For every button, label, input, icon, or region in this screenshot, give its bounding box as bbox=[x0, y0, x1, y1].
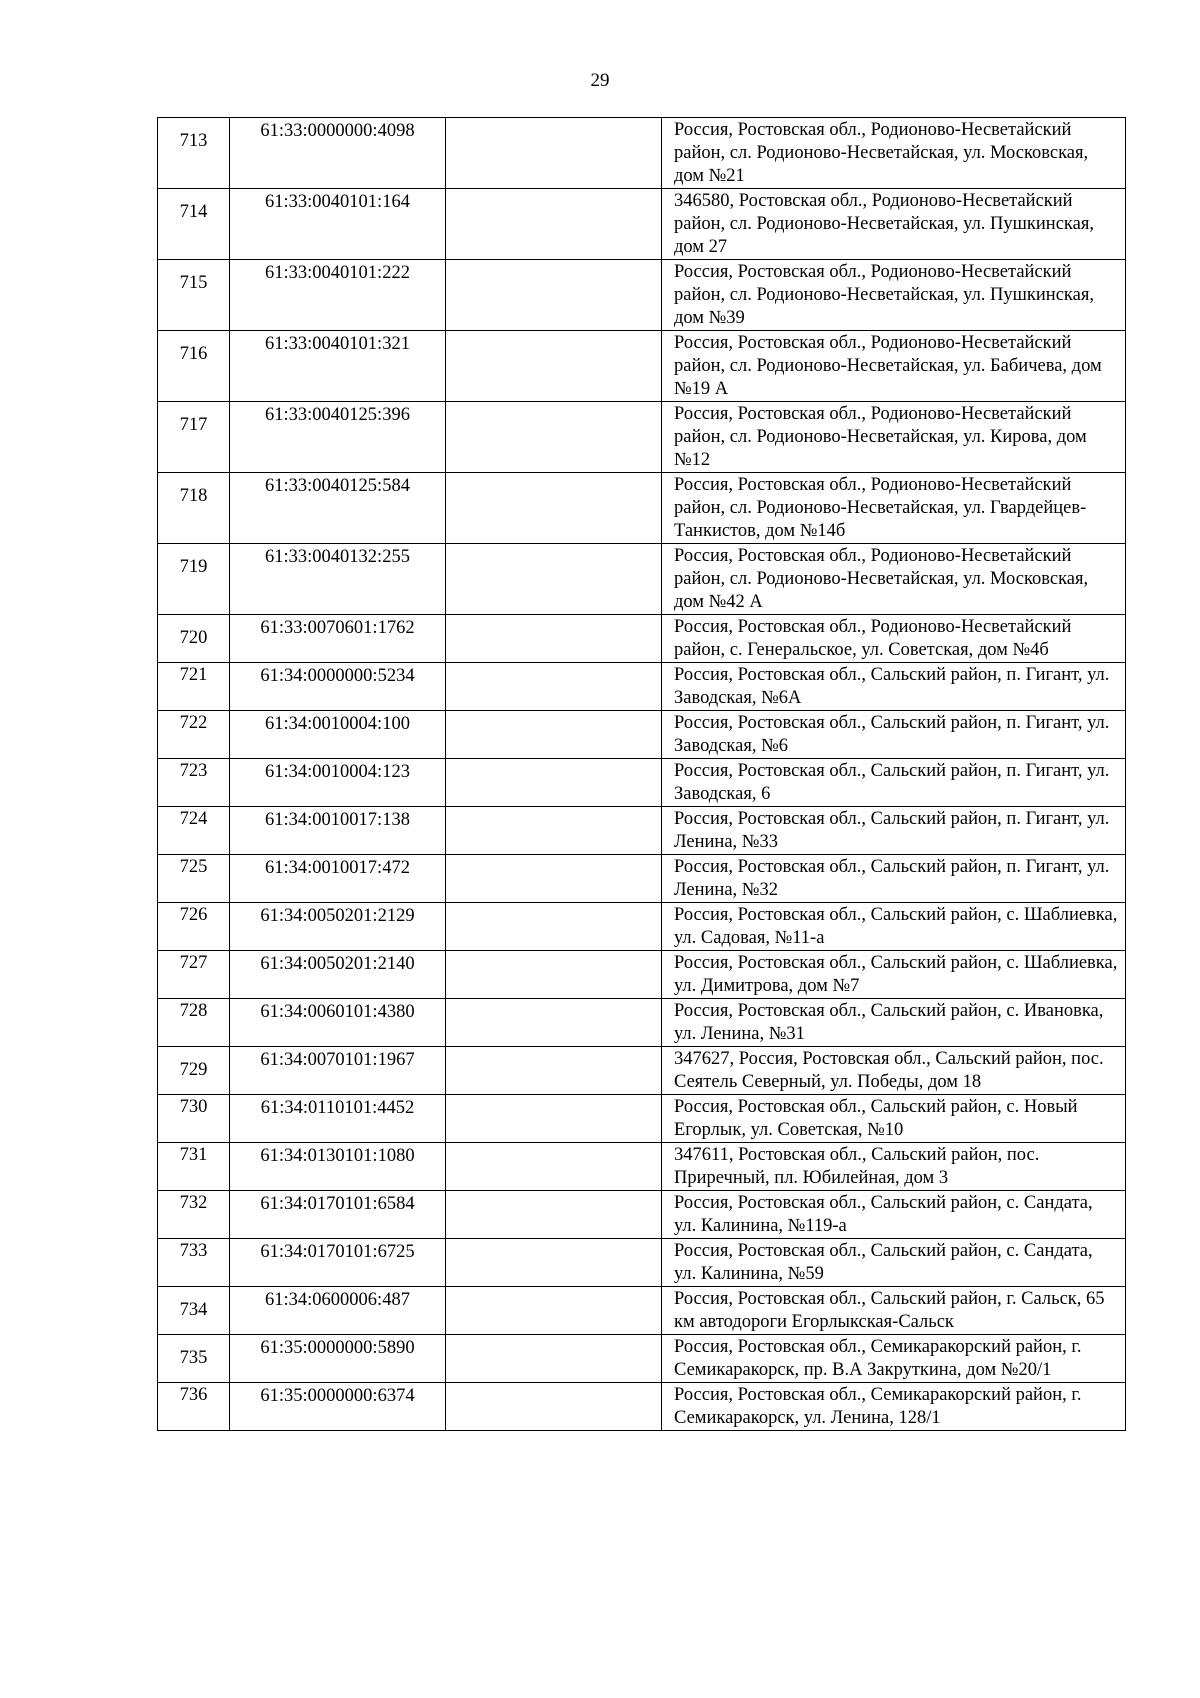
cadastral-number-cell bbox=[230, 711, 446, 759]
cadastral-number: 61:34:0050201:2129 bbox=[260, 906, 415, 926]
row-number-cell bbox=[158, 402, 230, 473]
cadastral-number: 61:34:0070101:1967 bbox=[260, 1050, 415, 1070]
row-number-cell bbox=[158, 711, 230, 759]
table-row bbox=[158, 1287, 1126, 1335]
cadastral-number: 61:34:0010004:123 bbox=[265, 762, 410, 782]
row-number-cell bbox=[158, 189, 230, 260]
cadastral-number-cell bbox=[230, 1287, 446, 1335]
address-cell: Россия, Ростовская обл., Сальский район, п. Гигант, ул. Ленина, №33 bbox=[662, 807, 1126, 855]
cadastral-number-cell bbox=[230, 951, 446, 999]
empty-cell bbox=[446, 855, 662, 903]
empty-cell bbox=[446, 189, 662, 260]
row-number: 718 bbox=[179, 486, 208, 506]
row-number: 714 bbox=[179, 202, 208, 222]
empty-cell bbox=[446, 1047, 662, 1095]
table-row bbox=[158, 903, 1126, 951]
row-number-cell bbox=[158, 1047, 230, 1095]
cadastral-number-cell bbox=[230, 1239, 446, 1287]
empty-cell bbox=[446, 473, 662, 544]
address-cell: Россия, Ростовская обл., Родионово-Несветайский район, сл. Родионово-Несветайская, ул. Московская, дом №21 bbox=[662, 118, 1126, 189]
cadastral-number: 61:33:0040101:321 bbox=[265, 334, 410, 354]
cadastral-number-cell bbox=[230, 903, 446, 951]
row-number-cell bbox=[158, 331, 230, 402]
row-number-cell bbox=[158, 260, 230, 331]
property-registry-table bbox=[157, 117, 1126, 1431]
cadastral-number-cell bbox=[230, 1143, 446, 1191]
table-row bbox=[158, 711, 1126, 759]
cadastral-number-cell bbox=[230, 1191, 446, 1239]
cadastral-number: 61:34:0170101:6725 bbox=[260, 1242, 415, 1262]
cadastral-number-cell bbox=[230, 615, 446, 663]
cadastral-number: 61:33:0000000:4098 bbox=[260, 121, 415, 141]
table-row bbox=[158, 1047, 1126, 1095]
cadastral-number: 61:33:0040125:584 bbox=[265, 476, 410, 496]
row-number-cell bbox=[158, 1095, 230, 1143]
row-number-cell bbox=[158, 759, 230, 807]
row-number: 736 bbox=[179, 1385, 208, 1405]
row-number-cell bbox=[158, 663, 230, 711]
cadastral-number-cell bbox=[230, 855, 446, 903]
row-number: 724 bbox=[179, 809, 208, 829]
row-number: 721 bbox=[179, 665, 208, 685]
row-number: 723 bbox=[179, 761, 208, 781]
table-row bbox=[158, 1191, 1126, 1239]
cadastral-number: 61:35:0000000:5890 bbox=[260, 1338, 415, 1358]
row-number-cell bbox=[158, 1239, 230, 1287]
table-row bbox=[158, 1239, 1126, 1287]
row-number: 716 bbox=[179, 344, 208, 364]
row-number-cell bbox=[158, 903, 230, 951]
row-number: 726 bbox=[179, 905, 208, 925]
address-cell: Россия, Ростовская обл., Семикаракорский район, г. Семикаракорск, пр. В.А Закруткина, дом №20/1 bbox=[662, 1335, 1126, 1383]
table-row bbox=[158, 118, 1126, 189]
row-number-cell bbox=[158, 855, 230, 903]
cadastral-number: 61:34:0060101:4380 bbox=[260, 1002, 415, 1022]
cadastral-number: 61:34:0600006:487 bbox=[265, 1290, 410, 1310]
cadastral-number: 61:34:0130101:1080 bbox=[260, 1146, 415, 1166]
cadastral-number-cell bbox=[230, 1335, 446, 1383]
row-number: 722 bbox=[179, 713, 208, 733]
table-row bbox=[158, 663, 1126, 711]
row-number: 733 bbox=[179, 1241, 208, 1261]
address-cell: 347627, Россия, Ростовская обл., Сальский район, пос. Сеятель Северный, ул. Победы, дом 18 bbox=[662, 1047, 1126, 1095]
empty-cell bbox=[446, 1383, 662, 1431]
cadastral-number-cell bbox=[230, 331, 446, 402]
address-cell: Россия, Ростовская обл., Сальский район, с. Сандата, ул. Калинина, №59 bbox=[662, 1239, 1126, 1287]
table-row bbox=[158, 951, 1126, 999]
table-row bbox=[158, 855, 1126, 903]
row-number-cell bbox=[158, 615, 230, 663]
table-row bbox=[158, 189, 1126, 260]
row-number: 717 bbox=[179, 415, 208, 435]
empty-cell bbox=[446, 1239, 662, 1287]
address-cell: Россия, Ростовская обл., Сальский район, г. Сальск, 65 км автодороги Егорлыкская-Сальск bbox=[662, 1287, 1126, 1335]
empty-cell bbox=[446, 544, 662, 615]
table-row bbox=[158, 1383, 1126, 1431]
empty-cell bbox=[446, 260, 662, 331]
address-cell: Россия, Ростовская обл., Сальский район, п. Гигант, ул. Заводская, №6 bbox=[662, 711, 1126, 759]
cadastral-number: 61:34:0050201:2140 bbox=[260, 954, 415, 974]
table-body bbox=[158, 118, 1126, 1431]
cadastral-number: 61:33:0040132:255 bbox=[265, 547, 410, 567]
address-cell: Россия, Ростовская обл., Сальский район, с. Новый Егорлык, ул. Советская, №10 bbox=[662, 1095, 1126, 1143]
cadastral-number-cell bbox=[230, 189, 446, 260]
row-number: 734 bbox=[179, 1300, 208, 1320]
cadastral-number: 61:35:0000000:6374 bbox=[260, 1386, 415, 1406]
empty-cell bbox=[446, 1335, 662, 1383]
row-number-cell bbox=[158, 999, 230, 1047]
row-number: 728 bbox=[179, 1001, 208, 1021]
row-number: 731 bbox=[179, 1145, 208, 1165]
table-row bbox=[158, 1095, 1126, 1143]
row-number: 735 bbox=[179, 1348, 208, 1368]
cadastral-number-cell bbox=[230, 473, 446, 544]
row-number-cell bbox=[158, 118, 230, 189]
address-cell: Россия, Ростовская обл., Сальский район, с. Шаблиевка, ул. Димитрова, дом №7 bbox=[662, 951, 1126, 999]
row-number-cell bbox=[158, 807, 230, 855]
cadastral-number-cell bbox=[230, 544, 446, 615]
empty-cell bbox=[446, 615, 662, 663]
row-number: 729 bbox=[179, 1060, 208, 1080]
address-cell: Россия, Ростовская обл., Сальский район, с. Ивановка, ул. Ленина, №31 bbox=[662, 999, 1126, 1047]
cadastral-number-cell bbox=[230, 260, 446, 331]
empty-cell bbox=[446, 663, 662, 711]
table-row bbox=[158, 402, 1126, 473]
empty-cell bbox=[446, 903, 662, 951]
cadastral-number-cell bbox=[230, 402, 446, 473]
row-number: 727 bbox=[179, 953, 208, 973]
empty-cell bbox=[446, 999, 662, 1047]
row-number-cell bbox=[158, 473, 230, 544]
address-cell: Россия, Ростовская обл., Сальский район, с. Шаблиевка, ул. Садовая, №11-а bbox=[662, 903, 1126, 951]
row-number-cell bbox=[158, 544, 230, 615]
cadastral-number: 61:34:0170101:6584 bbox=[260, 1194, 415, 1214]
table-row bbox=[158, 759, 1126, 807]
cadastral-number-cell bbox=[230, 118, 446, 189]
cadastral-number: 61:34:0000000:5234 bbox=[260, 666, 415, 686]
address-cell: Россия, Ростовская обл., Родионово-Несветайский район, сл. Родионово-Несветайская, ул. Московская, дом №42 А bbox=[662, 544, 1126, 615]
address-cell: Россия, Ростовская обл., Родионово-Несветайский район, с. Генеральское, ул. Советская, дом №4б bbox=[662, 615, 1126, 663]
address-cell: 347611, Ростовская обл., Сальский район, пос. Приречный, пл. Юбилейная, дом 3 bbox=[662, 1143, 1126, 1191]
cadastral-number: 61:34:0010017:138 bbox=[265, 810, 410, 830]
cadastral-number-cell bbox=[230, 999, 446, 1047]
row-number: 713 bbox=[179, 131, 208, 151]
table-row bbox=[158, 615, 1126, 663]
row-number-cell bbox=[158, 951, 230, 999]
table-row bbox=[158, 544, 1126, 615]
row-number-cell bbox=[158, 1143, 230, 1191]
address-cell: Россия, Ростовская обл., Сальский район, п. Гигант, ул. Ленина, №32 bbox=[662, 855, 1126, 903]
address-cell: Россия, Ростовская обл., Родионово-Несветайский район, сл. Родионово-Несветайская, ул. Пушкинская, дом №39 bbox=[662, 260, 1126, 331]
address-cell: Россия, Ростовская обл., Родионово-Несветайский район, сл. Родионово-Несветайская, ул. Кирова, дом №12 bbox=[662, 402, 1126, 473]
empty-cell bbox=[446, 118, 662, 189]
row-number-cell bbox=[158, 1287, 230, 1335]
table-row bbox=[158, 1143, 1126, 1191]
address-cell: Россия, Ростовская обл., Семикаракорский район, г. Семикаракорск, ул. Ленина, 128/1 bbox=[662, 1383, 1126, 1431]
cadastral-number: 61:33:0040101:164 bbox=[265, 192, 410, 212]
row-number: 719 bbox=[179, 557, 208, 577]
row-number: 725 bbox=[179, 857, 208, 877]
table-row bbox=[158, 473, 1126, 544]
cadastral-number-cell bbox=[230, 663, 446, 711]
cadastral-number: 61:34:0110101:4452 bbox=[260, 1098, 415, 1118]
table-row bbox=[158, 331, 1126, 402]
empty-cell bbox=[446, 1095, 662, 1143]
empty-cell bbox=[446, 331, 662, 402]
address-cell: Россия, Ростовская обл., Родионово-Несветайский район, сл. Родионово-Несветайская, ул. Бабичева, дом №19 А bbox=[662, 331, 1126, 402]
empty-cell bbox=[446, 1287, 662, 1335]
empty-cell bbox=[446, 402, 662, 473]
row-number: 715 bbox=[179, 273, 208, 293]
page-number: 29 bbox=[590, 70, 610, 91]
cadastral-number-cell bbox=[230, 1383, 446, 1431]
empty-cell bbox=[446, 1143, 662, 1191]
cadastral-number: 61:34:0010017:472 bbox=[265, 858, 410, 878]
address-cell: Россия, Ростовская обл., Сальский район, п. Гигант, ул. Заводская, №6А bbox=[662, 663, 1126, 711]
cadastral-number: 61:33:0040125:396 bbox=[265, 405, 410, 425]
cadastral-number-cell bbox=[230, 807, 446, 855]
row-number-cell bbox=[158, 1191, 230, 1239]
cadastral-number: 61:34:0010004:100 bbox=[265, 714, 410, 734]
cadastral-number: 61:33:0040101:222 bbox=[265, 263, 410, 283]
cadastral-number: 61:33:0070601:1762 bbox=[260, 618, 415, 638]
row-number-cell bbox=[158, 1383, 230, 1431]
cadastral-number-cell bbox=[230, 1047, 446, 1095]
table-row bbox=[158, 999, 1126, 1047]
row-number: 730 bbox=[179, 1097, 208, 1117]
address-cell: Россия, Ростовская обл., Сальский район, п. Гигант, ул. Заводская, 6 bbox=[662, 759, 1126, 807]
address-cell: Россия, Ростовская обл., Родионово-Несветайский район, сл. Родионово-Несветайская, ул. Гвардейцев-Танкистов, дом №14б bbox=[662, 473, 1126, 544]
row-number-cell bbox=[158, 1335, 230, 1383]
empty-cell bbox=[446, 711, 662, 759]
address-cell: Россия, Ростовская обл., Сальский район, с. Сандата, ул. Калинина, №119-а bbox=[662, 1191, 1126, 1239]
table-row bbox=[158, 260, 1126, 331]
address-cell: 346580, Ростовская обл., Родионово-Несветайский район, сл. Родионово-Несветайская, ул. Пушкинская, дом 27 bbox=[662, 189, 1126, 260]
empty-cell bbox=[446, 807, 662, 855]
table-row bbox=[158, 1335, 1126, 1383]
row-number: 720 bbox=[179, 628, 208, 648]
cadastral-number-cell bbox=[230, 1095, 446, 1143]
row-number: 732 bbox=[179, 1193, 208, 1213]
cadastral-number-cell bbox=[230, 759, 446, 807]
empty-cell bbox=[446, 1191, 662, 1239]
empty-cell bbox=[446, 759, 662, 807]
table-row bbox=[158, 807, 1126, 855]
empty-cell bbox=[446, 951, 662, 999]
